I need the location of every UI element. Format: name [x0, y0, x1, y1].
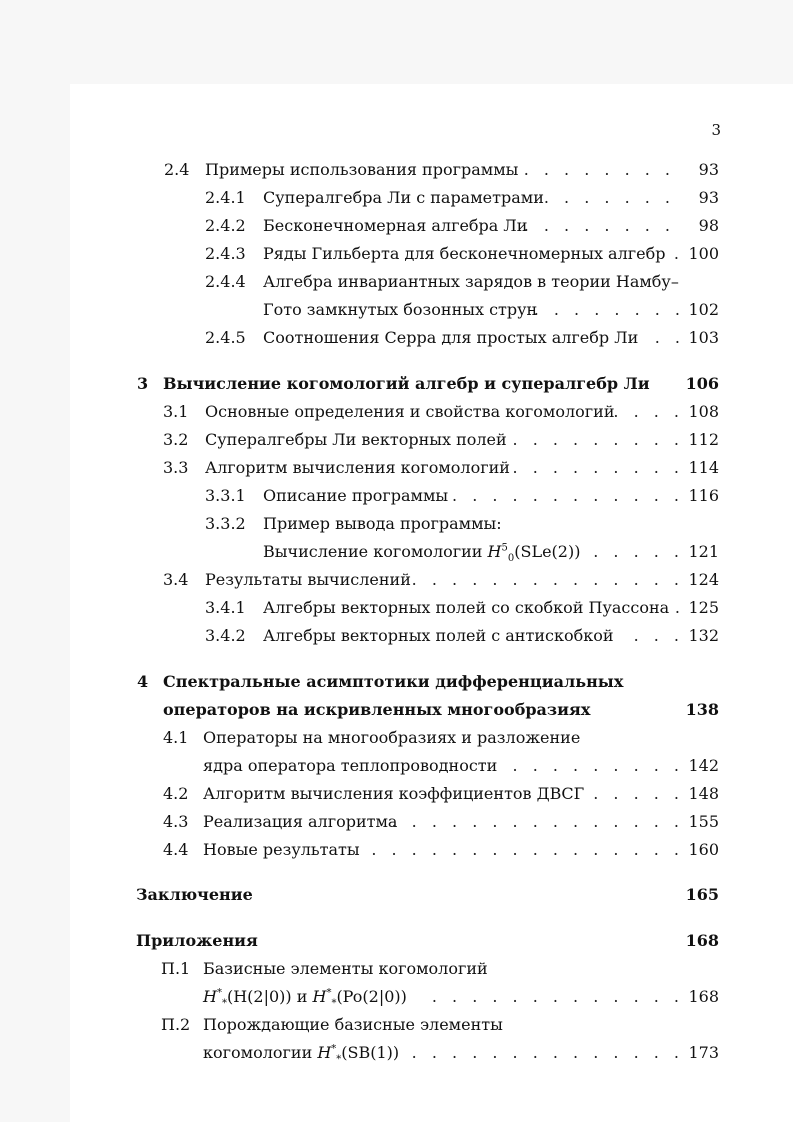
entry-page: 103: [688, 328, 719, 347]
math-h: H: [487, 542, 502, 561]
entry-number: 2.4.3: [205, 244, 246, 263]
entry-page: 108: [688, 402, 719, 421]
toc-entry-3-4-1[interactable]: [0, 597, 793, 619]
entry-number: 2.4.5: [205, 328, 246, 347]
entry-title: Алгоритм вычисления коэффициентов ДВСГ: [203, 784, 585, 803]
entry-number: 2.4.4: [205, 272, 246, 291]
entry-page: 100: [688, 244, 719, 263]
entry-title-continued: ядра оператора теплопроводности: [203, 756, 498, 775]
math-subscript: 0: [507, 553, 515, 565]
entry-number: 3.3.2: [205, 514, 246, 533]
toc-entry-3-3-2-line1[interactable]: [0, 513, 793, 535]
leader-dots: [600, 401, 684, 423]
leader-dots: [510, 457, 684, 479]
leader-dots: [500, 755, 684, 777]
entry-number: 4.2: [163, 784, 189, 803]
leader-dots: [430, 986, 684, 1008]
entry-title: Реализация алгоритма: [203, 812, 398, 831]
toc-entry-2-4-1[interactable]: [0, 187, 793, 209]
toc-entry-2-4-4-line1[interactable]: [0, 271, 793, 293]
entry-title: Основные определения и свойства когомологий: [205, 402, 615, 421]
entry-number: 3.3: [163, 458, 189, 477]
entry-page: 93: [698, 188, 719, 207]
toc-entry-2-4-4-line2[interactable]: [0, 299, 793, 321]
toc-entry-4-4[interactable]: [0, 839, 793, 861]
leader-dots: [645, 327, 685, 349]
toc-appendix-1-line2[interactable]: [0, 986, 793, 1008]
toc-appendix-2-line1[interactable]: [0, 1014, 793, 1036]
leader-dots: [410, 569, 684, 591]
leader-dots: [525, 215, 675, 237]
chapter-page: 165: [685, 885, 719, 904]
math-h: H: [312, 987, 327, 1006]
entry-number: П.1: [161, 959, 191, 978]
toc-entry-3-4-2[interactable]: [0, 625, 793, 647]
math-subscript: *: [336, 1054, 342, 1066]
entry-page: 124: [688, 570, 719, 589]
entry-page: 98: [698, 216, 719, 235]
entry-title-continued: [203, 986, 407, 1008]
math-h: H: [317, 1043, 332, 1062]
math-argument: (H(2|0)): [226, 987, 292, 1006]
math-superscript: 5: [501, 542, 508, 554]
math-superscript: *: [216, 987, 222, 999]
entry-title: Алгебра инвариантных зарядов в теории Намбу–: [263, 272, 679, 291]
entry-title: Алгоритм вычисления когомологий: [205, 458, 510, 477]
leader-dots: [620, 625, 684, 647]
entry-number: 2.4.1: [205, 188, 246, 207]
math-subscript: *: [221, 998, 227, 1010]
math-h: H: [203, 987, 217, 1006]
leader-dots: [410, 1042, 684, 1064]
chapter-number: 4: [137, 672, 149, 691]
entry-title: Описание программы: [263, 486, 449, 505]
conjunction: и: [296, 987, 308, 1006]
entry-page: 121: [688, 542, 719, 561]
leader-dots: [540, 187, 675, 209]
leader-dots: [510, 159, 675, 181]
entry-number: 3.3.1: [205, 486, 246, 505]
toc-entry-3-1[interactable]: [0, 401, 793, 423]
leader-dots: [360, 839, 684, 861]
chapter-number: 3: [137, 374, 149, 393]
entry-title-continued: [203, 1042, 399, 1064]
entry-title: Операторы на многообразиях и разложение: [203, 728, 581, 747]
entry-title: Бесконечномерная алгебра Ли: [263, 216, 528, 235]
leader-dots: [665, 597, 685, 619]
chapter-page: 106: [685, 374, 719, 393]
leader-dots: [385, 811, 684, 833]
math-superscript: *: [326, 987, 332, 999]
toc-entry-2-4-2[interactable]: [0, 215, 793, 237]
toc-entry-4-2[interactable]: [0, 783, 793, 805]
entry-number: 3.4.1: [205, 598, 246, 617]
toc-chapter-3[interactable]: [0, 373, 793, 395]
toc-entry-3-3[interactable]: [0, 457, 793, 479]
toc-conclusion[interactable]: [0, 884, 793, 906]
math-subscript: *: [331, 998, 337, 1010]
entry-page: 125: [688, 598, 719, 617]
math-argument: (SB(1)): [341, 1043, 400, 1062]
toc-entry-4-1-line1[interactable]: [0, 727, 793, 749]
entry-number: 3.2: [163, 430, 189, 449]
toc-entry-3-2[interactable]: [0, 429, 793, 451]
math-argument: (SLe(2)): [514, 542, 581, 561]
toc-entry-3-3-1[interactable]: [0, 485, 793, 507]
entry-page: 148: [688, 784, 719, 803]
entry-title: Пример вывода программы:: [263, 514, 502, 533]
scan-margin-top: [0, 0, 793, 84]
toc-chapter-4-line2[interactable]: [0, 699, 793, 721]
entry-number: 4.4: [163, 840, 189, 859]
entry-page: 93: [698, 160, 719, 179]
toc-appendix-2-line2[interactable]: [0, 1042, 793, 1064]
chapter-page: 168: [685, 931, 719, 950]
toc-entry-4-1-line2[interactable]: [0, 755, 793, 777]
chapter-title: Приложения: [136, 931, 258, 950]
entry-page: 160: [688, 840, 719, 859]
entry-page: 102: [688, 300, 719, 319]
entry-title: Алгебры векторных полей со скобкой Пуассона: [263, 598, 670, 617]
entry-title: Супералгебра Ли с параметрами: [263, 188, 544, 207]
chapter-title: Спектральные асимптотики дифференциальных: [163, 672, 624, 691]
entry-page: 114: [688, 458, 719, 477]
entry-title: Соотношения Серра для простых алгебр Ли: [263, 328, 639, 347]
entry-title: Алгебры векторных полей с антискобкой: [263, 626, 614, 645]
toc-chapter-4-line1[interactable]: [0, 671, 793, 693]
entry-title: Супералгебры Ли векторных полей: [205, 430, 507, 449]
entry-number: 3.4: [163, 570, 189, 589]
leader-dots: [450, 485, 684, 507]
toc-entry-2-4-3[interactable]: [0, 243, 793, 265]
entry-title: Новые результаты: [203, 840, 360, 859]
toc-entry-2-4-5[interactable]: [0, 327, 793, 349]
toc-entry-4-3[interactable]: [0, 811, 793, 833]
toc-entry-2-4[interactable]: [0, 159, 793, 181]
entry-page: 155: [688, 812, 719, 831]
entry-title: Базисные элементы когомологий: [203, 959, 488, 978]
toc-appendices[interactable]: [0, 930, 793, 952]
entry-page: 112: [688, 430, 719, 449]
toc-entry-3-3-2-line2[interactable]: [0, 541, 793, 563]
entry-number: 4.1: [163, 728, 189, 747]
leader-dots: [590, 783, 684, 805]
leader-dots: [660, 243, 684, 265]
leader-dots: [505, 429, 684, 451]
entry-page: 173: [688, 1043, 719, 1062]
math-superscript: *: [331, 1043, 337, 1055]
entry-number: 2.4: [164, 160, 190, 179]
title-prefix: когомологии: [203, 1043, 313, 1062]
entry-number: 3.1: [163, 402, 189, 421]
chapter-page: 138: [685, 700, 719, 719]
entry-number: П.2: [161, 1015, 191, 1034]
toc-entry-3-4[interactable]: [0, 569, 793, 591]
entry-number: 3.4.2: [205, 626, 246, 645]
entry-title-continued: Гото замкнутых бозонных струн: [263, 300, 538, 319]
entry-title: Ряды Гильберта для бесконечномерных алгебр: [263, 244, 666, 263]
chapter-title: Вычисление когомологий алгебр и супералгебр Ли: [163, 374, 650, 393]
chapter-title-continued: операторов на искривленных многообразиях: [163, 700, 591, 719]
entry-page: 142: [688, 756, 719, 775]
entry-number: 2.4.2: [205, 216, 246, 235]
entry-number: 4.3: [163, 812, 189, 831]
math-argument: (Po(2|0)): [336, 987, 407, 1006]
entry-page: 132: [688, 626, 719, 645]
entry-title: Результаты вычислений: [205, 570, 411, 589]
entry-title: Примеры использования программы: [205, 160, 519, 179]
title-prefix: Вычисление когомологии: [263, 542, 483, 561]
toc-appendix-1-line1[interactable]: [0, 958, 793, 980]
entry-title-continued: [263, 541, 580, 563]
entry-title: Порождающие базисные элементы: [203, 1015, 503, 1034]
entry-page: 116: [688, 486, 719, 505]
entry-page: 168: [688, 987, 719, 1006]
leader-dots: [590, 541, 684, 563]
chapter-title: Заключение: [136, 885, 253, 904]
page-number: 3: [711, 121, 721, 139]
leader-dots: [530, 299, 685, 321]
